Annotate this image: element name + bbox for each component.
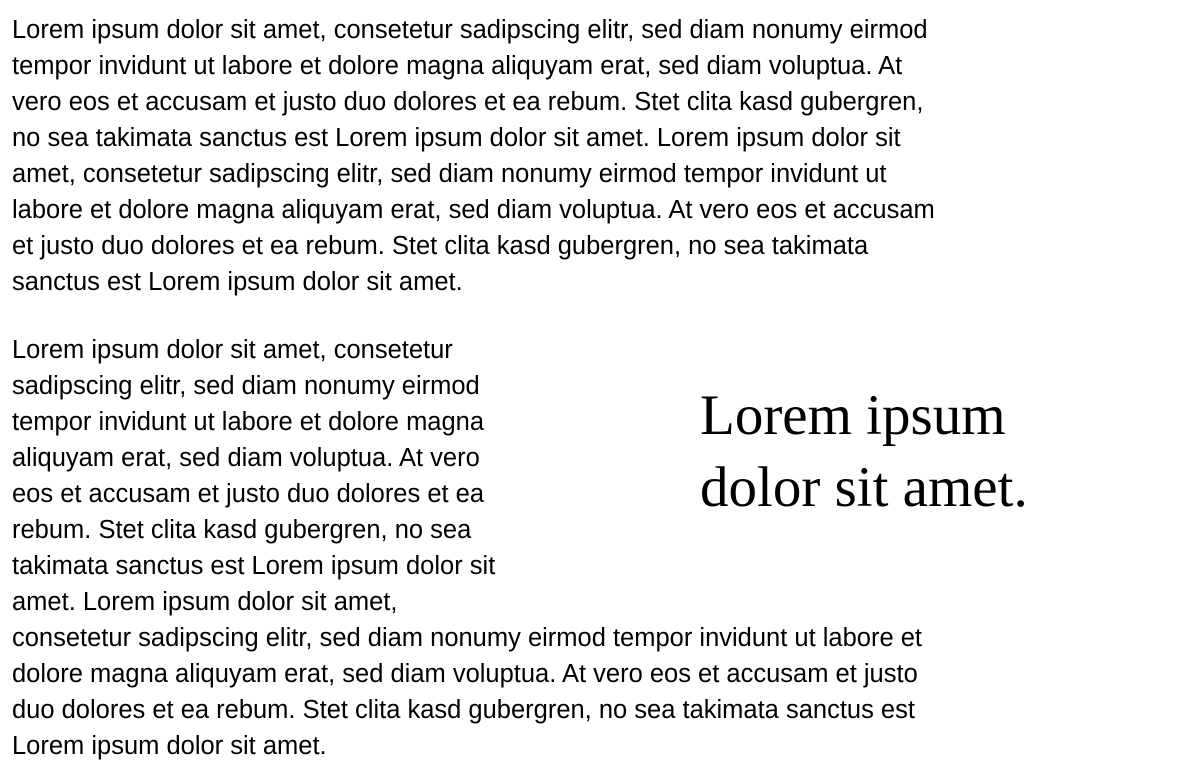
text-line: no sea takimata sanctus est Lorem ipsum dolor sit amet. Lorem ipsum dolor sit bbox=[12, 124, 901, 152]
pull-quote bbox=[700, 380, 1160, 524]
text-line: sanctus est Lorem ipsum dolor sit amet. bbox=[12, 268, 463, 296]
text-line: amet, consetetur sadipscing elitr, sed diam nonumy eirmod tempor invidunt ut bbox=[12, 160, 887, 188]
text-line: aliquyam erat, sed diam voluptua. At vero bbox=[12, 444, 480, 472]
text-line: duo dolores et ea rebum. Stet clita kasd gubergren, no sea takimata sanctus est bbox=[12, 696, 915, 724]
text-line: rebum. Stet clita kasd gubergren, no sea bbox=[12, 516, 472, 544]
pull-quote-line: dolor sit amet. bbox=[700, 456, 1028, 519]
text-line: takimata sanctus est Lorem ipsum dolor sit bbox=[12, 552, 496, 580]
paragraph-1 bbox=[12, 12, 1184, 300]
text-line: tempor invidunt ut labore et dolore magna bbox=[12, 408, 485, 436]
text-line: Lorem ipsum dolor sit amet. bbox=[12, 732, 327, 760]
text-line: labore et dolore magna aliquyam erat, sed diam voluptua. At vero eos et accusam bbox=[12, 196, 935, 224]
pull-quote-line: Lorem ipsum bbox=[700, 384, 1006, 447]
text-line: dolore magna aliquyam erat, sed diam voluptua. At vero eos et accusam et justo bbox=[12, 660, 918, 688]
text-line: vero eos et accusam et justo duo dolores et ea rebum. Stet clita kasd gubergren, bbox=[12, 88, 924, 116]
text-line: sadipscing elitr, sed diam nonumy eirmod bbox=[12, 372, 480, 400]
text-line: eos et accusam et justo duo dolores et ea bbox=[12, 480, 485, 508]
paragraph-2 bbox=[12, 332, 1184, 764]
text-line: consetetur sadipscing elitr, sed diam nonumy eirmod tempor invidunt ut labore et bbox=[12, 624, 922, 652]
text-line: amet. Lorem ipsum dolor sit amet, bbox=[12, 588, 398, 616]
text-line: Lorem ipsum dolor sit amet, consetetur sadipscing elitr, sed diam nonumy eirmod bbox=[12, 16, 928, 44]
text-line: Lorem ipsum dolor sit amet, consetetur bbox=[12, 336, 453, 364]
text-line: tempor invidunt ut labore et dolore magna aliquyam erat, sed diam voluptua. At bbox=[12, 52, 903, 80]
text-line: et justo duo dolores et ea rebum. Stet clita kasd gubergren, no sea takimata bbox=[12, 232, 869, 260]
